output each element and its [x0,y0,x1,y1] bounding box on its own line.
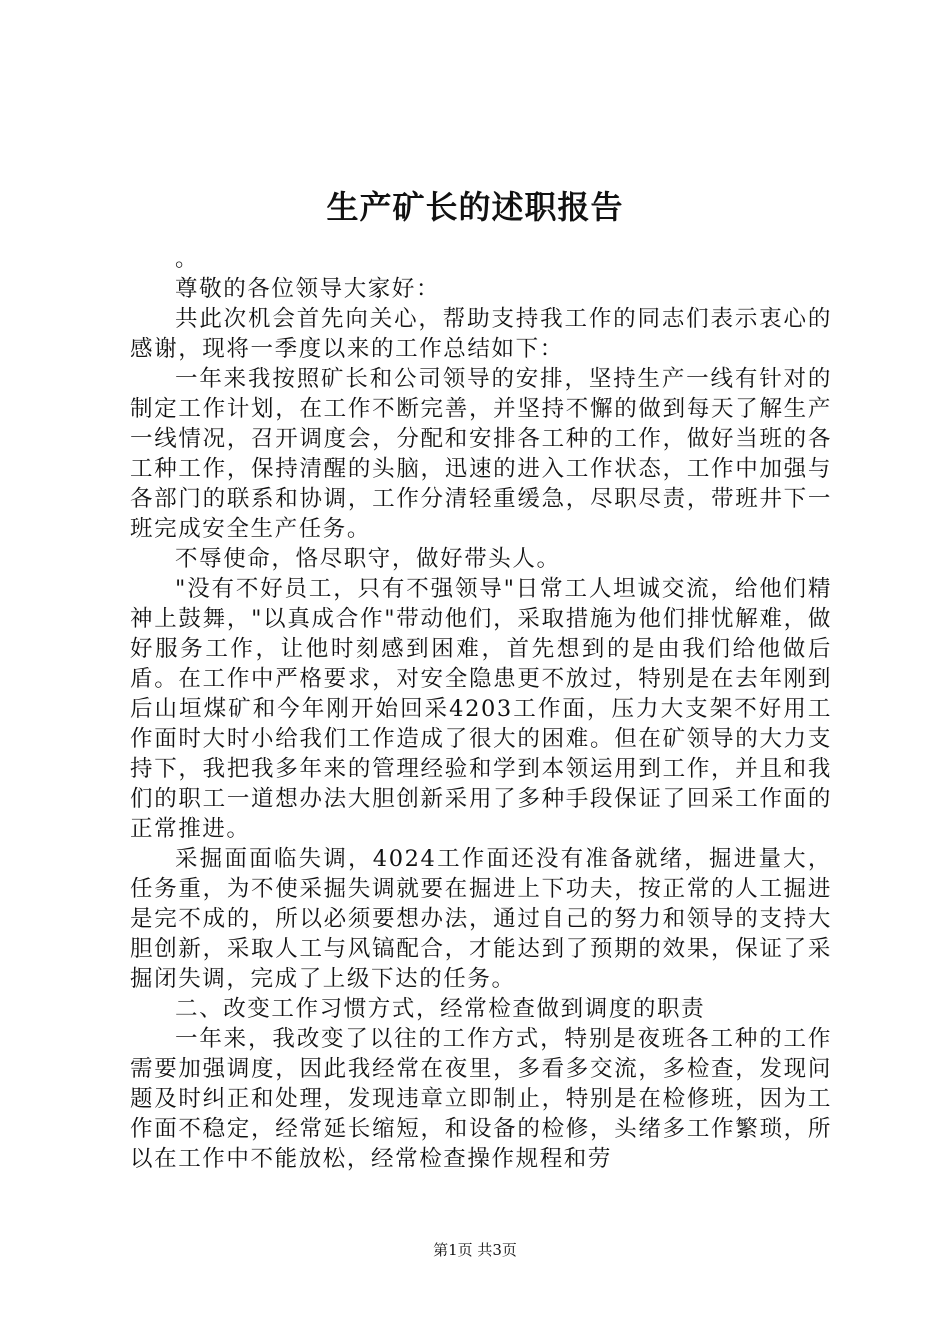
paragraph-3: 共此次机会首先向关心，帮助支持我工作的同志们表示衷心的感谢，现将一季度以来的工作总结如下： [130,306,832,362]
paragraph-9: 一年来，我改变了以往的工作方式，特别是夜班各工种的工作需要加强调度，因此我经常在夜里，多看多交流，多检查，发现问题及时纠正和处理，发现违章立即制止，特别是在检修班，因为工作面不稳定，经常延长缩短，和设备的检修，头绪多工作繁琐，所以在工作中不能放松，经常检查操作规程和劳 [130,1026,832,1172]
paragraph-8: 二、改变工作习惯方式，经常检查做到调度的职责 [175,996,706,1022]
paragraph-4: 一年来我按照矿长和公司领导的安排，坚持生产一线有针对的制定工作计划，在工作不断完善，并坚持不懈的做到每天了解生产一线情况，召开调度会，分配和安排各工种的工作，做好当班的各工种工作，保持清醒的头脑，迅速的进入工作状态，工作中加强与各部门的联系和协调，工作分清轻重缓急，尽职尽责，带班井下一班完成安全生产任务。 [130,366,832,542]
document-body [130,244,832,1174]
paragraph-7: 采掘面面临失调，4024工作面还没有准备就绪，掘进量大，任务重，为不使采掘失调就要在掘进上下功夫，按正常的人工掘进是完不成的，所以必须要想办法，通过自己的努力和领导的支持大胆创新，采取人工与风镐配合，才能达到了预期的效果，保证了采掘闭失调，完成了上级下达的任务。 [130,846,832,992]
document-title: 生产矿长的述职报告 [326,188,624,226]
paragraph-5: 不辱使命，恪尽职守，做好带头人。 [175,546,561,572]
paragraph-2: 尊敬的各位领导大家好： [175,276,441,302]
paragraph-1: 。 [175,246,200,272]
paragraph-6: "没有不好员工，只有不强领导"日常工人坦诚交流，给他们精神上鼓舞，"以真成合作"带动他们，采取措施为他们排忧解难，做好服务工作，让他时刻感到困难，首先想到的是由我们给他做后盾。在工作中严格要求，对安全隐患更不放过，特别是在去年刚到后山垣煤矿和今年刚开始回采4203工作面，压力大支架不好用工作面时大时小给我们工作造成了很大的困难。但在矿领导的大力支持下，我把我多年来的管理经验和学到本领运用到工作，并且和我们的职工一道想办法大胆创新采用了多种手段保证了回采工作面的正常推进。 [130,576,832,842]
page-footer: 第1页 共3页 [433,1241,517,1259]
